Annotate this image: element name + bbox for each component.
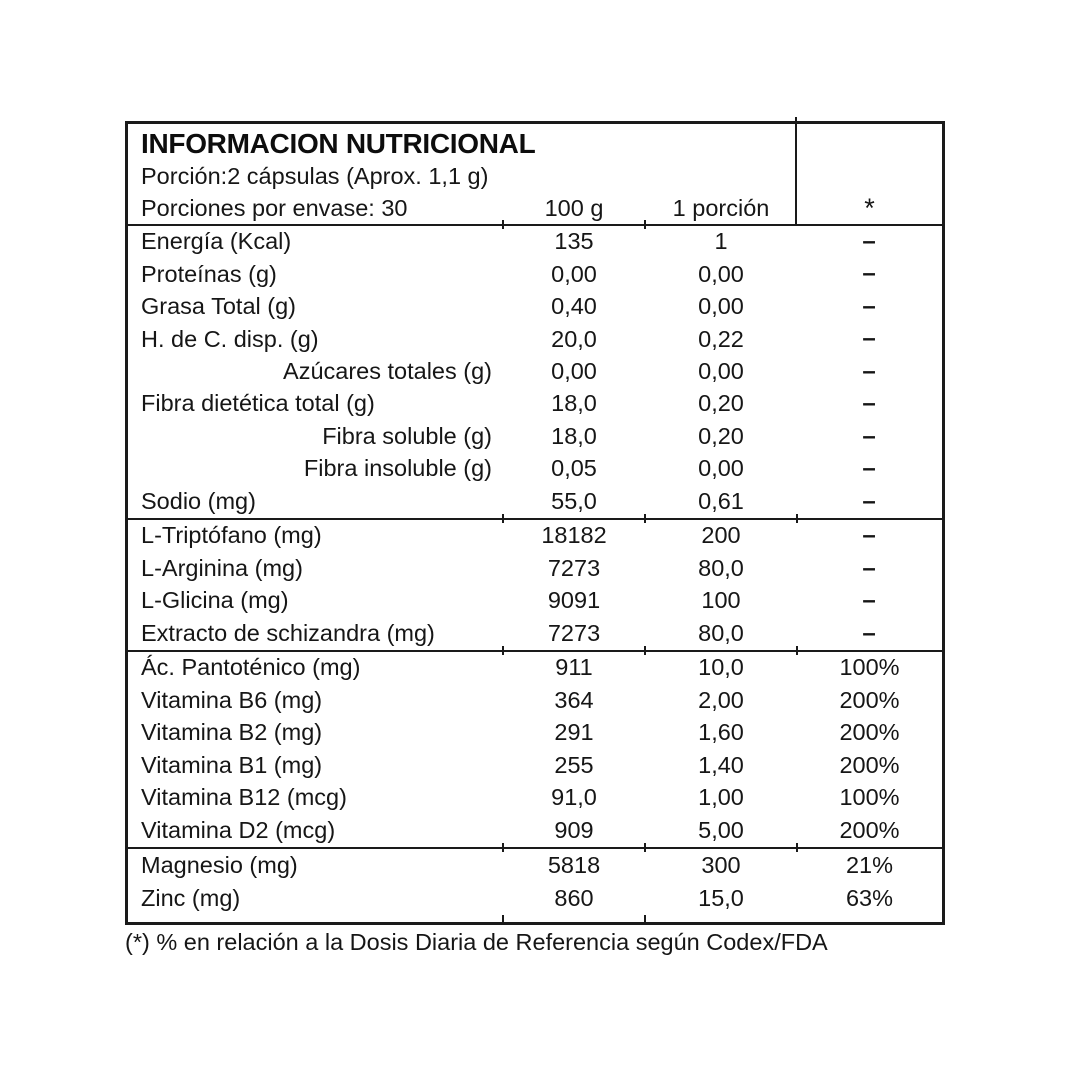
- table-row: [128, 226, 942, 258]
- grid-tick: [502, 843, 504, 852]
- value-daily-pct: 21%: [845, 851, 894, 878]
- table-row: [128, 882, 942, 915]
- value-daily-pct: 200%: [839, 751, 900, 778]
- table-row: [128, 323, 942, 355]
- grid-tick: [502, 646, 504, 655]
- row-label: Azúcares totales (g): [283, 358, 492, 385]
- table-row: [128, 520, 942, 553]
- value-per-100g: 364: [554, 686, 594, 713]
- value-per-100g: 291: [554, 719, 594, 746]
- table-row: [128, 421, 942, 453]
- section-minerals: [128, 847, 942, 922]
- value-daily-pct: –: [862, 587, 877, 615]
- value-daily-pct: –: [862, 619, 877, 647]
- value-per-100g: 911: [555, 654, 593, 681]
- table-row: [128, 291, 942, 323]
- value-daily-pct: –: [862, 357, 877, 385]
- value-daily-pct: 200%: [839, 686, 900, 713]
- value-per-serving: 1,40: [698, 751, 744, 778]
- value-daily-pct: 100%: [839, 654, 900, 681]
- value-per-serving: 80,0: [698, 619, 744, 646]
- value-per-100g: 18182: [541, 522, 607, 549]
- value-per-100g: 7273: [547, 554, 601, 581]
- value-daily-pct: –: [862, 292, 877, 320]
- row-label: Vitamina B1 (mg): [141, 751, 323, 778]
- value-per-serving: 0,00: [698, 293, 744, 320]
- column-header-daily-value-asterisk: *: [864, 192, 875, 223]
- row-label: Extracto de schizandra (mg): [141, 619, 435, 646]
- table-row: [128, 585, 942, 618]
- row-label: L-Glicina (mg): [141, 587, 289, 614]
- table-row: [128, 486, 942, 518]
- value-per-100g: 860: [554, 884, 594, 911]
- table-row: [128, 356, 942, 388]
- value-per-serving: 300: [701, 851, 741, 878]
- row-label: L-Triptófano (mg): [141, 522, 322, 549]
- header-column-divider: [795, 117, 797, 226]
- table-row: [128, 553, 942, 586]
- row-label: Fibra insoluble (g): [303, 455, 492, 482]
- grid-tick: [796, 843, 798, 852]
- row-label: L-Arginina (mg): [141, 554, 303, 581]
- value-per-serving: 0,00: [698, 455, 744, 482]
- column-header-per-serving: 1 porción: [672, 194, 770, 221]
- value-per-serving: 100: [701, 587, 741, 614]
- value-per-serving: 0,22: [698, 325, 744, 352]
- row-label: H. de C. disp. (g): [141, 325, 319, 352]
- value-daily-pct: –: [862, 422, 877, 450]
- value-per-serving: 5,00: [698, 816, 744, 843]
- value-per-serving: 0,00: [698, 260, 744, 287]
- value-per-serving: 0,61: [698, 487, 744, 514]
- serving-size-line: Porción:2 cápsulas (Aprox. 1,1 g): [141, 163, 489, 189]
- column-header-per-100g: 100 g: [544, 194, 604, 221]
- grid-tick: [502, 220, 504, 229]
- value-per-serving: 80,0: [698, 554, 744, 581]
- value-per-100g: 0,00: [551, 260, 597, 287]
- value-per-serving: 1,00: [698, 784, 744, 811]
- row-label: Zinc (mg): [141, 884, 241, 911]
- value-per-100g: 135: [554, 228, 594, 255]
- value-per-100g: 0,40: [551, 293, 597, 320]
- table-title: INFORMACION NUTRICIONAL: [141, 128, 536, 159]
- value-daily-pct: –: [862, 487, 877, 515]
- table-row: [128, 782, 942, 815]
- value-per-serving: 200: [701, 522, 741, 549]
- value-per-100g: 9091: [547, 587, 601, 614]
- column-header-row: [128, 192, 942, 225]
- table-row: [128, 849, 942, 882]
- value-per-100g: 91,0: [551, 784, 597, 811]
- value-per-serving: 0,20: [698, 422, 744, 449]
- row-label: Fibra soluble (g): [322, 422, 492, 449]
- value-per-100g: 5818: [547, 851, 601, 878]
- value-daily-pct: –: [862, 260, 877, 288]
- value-per-100g: 255: [554, 751, 594, 778]
- value-per-serving: 10,0: [698, 654, 744, 681]
- value-per-100g: 0,05: [551, 455, 597, 482]
- value-daily-pct: –: [862, 455, 877, 483]
- row-label: Fibra dietética total (g): [141, 390, 375, 417]
- row-label: Magnesio (mg): [141, 851, 298, 878]
- value-daily-pct: –: [862, 522, 877, 550]
- reference-footnote: (*) % en relación a la Dosis Diaria de Referencia según Codex/FDA: [125, 929, 828, 955]
- value-daily-pct: –: [862, 325, 877, 353]
- value-daily-pct: 200%: [839, 719, 900, 746]
- value-per-serving: 2,00: [698, 686, 744, 713]
- value-daily-pct: 100%: [839, 784, 900, 811]
- value-daily-pct: –: [862, 554, 877, 582]
- value-per-100g: 7273: [547, 619, 601, 646]
- table-row: [128, 258, 942, 290]
- servings-per-container: Porciones por envase: 30: [141, 194, 408, 221]
- row-label: Energía (Kcal): [141, 228, 292, 255]
- value-daily-pct: –: [862, 228, 877, 256]
- grid-tick: [644, 843, 646, 852]
- row-label: Sodio (mg): [141, 487, 256, 514]
- value-daily-pct: –: [862, 390, 877, 418]
- value-per-100g: 0,00: [551, 358, 597, 385]
- grid-tick: [644, 915, 646, 924]
- value-per-100g: 909: [554, 816, 594, 843]
- row-label: Vitamina B2 (mg): [141, 719, 323, 746]
- value-per-100g: 20,0: [551, 325, 597, 352]
- grid-tick: [502, 915, 504, 924]
- value-per-serving: 1,60: [698, 719, 744, 746]
- grid-tick: [644, 220, 646, 229]
- table-row: [128, 717, 942, 750]
- value-daily-pct: 200%: [839, 816, 900, 843]
- row-label: Vitamina D2 (mcg): [141, 816, 336, 843]
- row-label: Vitamina B12 (mcg): [141, 784, 347, 811]
- table-row: [128, 750, 942, 783]
- value-per-serving: 15,0: [698, 884, 744, 911]
- table-row: [128, 652, 942, 685]
- table-header: [128, 124, 942, 224]
- section-macronutrients: [128, 224, 942, 518]
- table-row: [128, 388, 942, 420]
- value-per-serving: 1: [714, 228, 728, 255]
- value-per-serving: 0,00: [698, 358, 744, 385]
- table-row: [128, 453, 942, 485]
- table-row: [128, 815, 942, 848]
- grid-tick: [796, 646, 798, 655]
- value-per-serving: 0,20: [698, 390, 744, 417]
- nutrition-facts-table: [125, 121, 945, 925]
- value-daily-pct: 63%: [845, 884, 894, 911]
- grid-tick: [644, 646, 646, 655]
- grid-tick: [644, 514, 646, 523]
- row-label: Vitamina B6 (mg): [141, 686, 323, 713]
- value-per-100g: 55,0: [551, 487, 597, 514]
- table-row: [128, 685, 942, 718]
- row-label: Proteínas (g): [141, 260, 277, 287]
- value-per-100g: 18,0: [551, 390, 597, 417]
- value-per-100g: 18,0: [551, 422, 597, 449]
- row-label: Grasa Total (g): [141, 293, 296, 320]
- section-vitamins: [128, 650, 942, 847]
- table-row: [128, 618, 942, 651]
- grid-tick: [796, 514, 798, 523]
- grid-tick: [502, 514, 504, 523]
- row-label: Ác. Pantoténico (mg): [141, 654, 361, 681]
- section-amino-acids-extracts: [128, 518, 942, 650]
